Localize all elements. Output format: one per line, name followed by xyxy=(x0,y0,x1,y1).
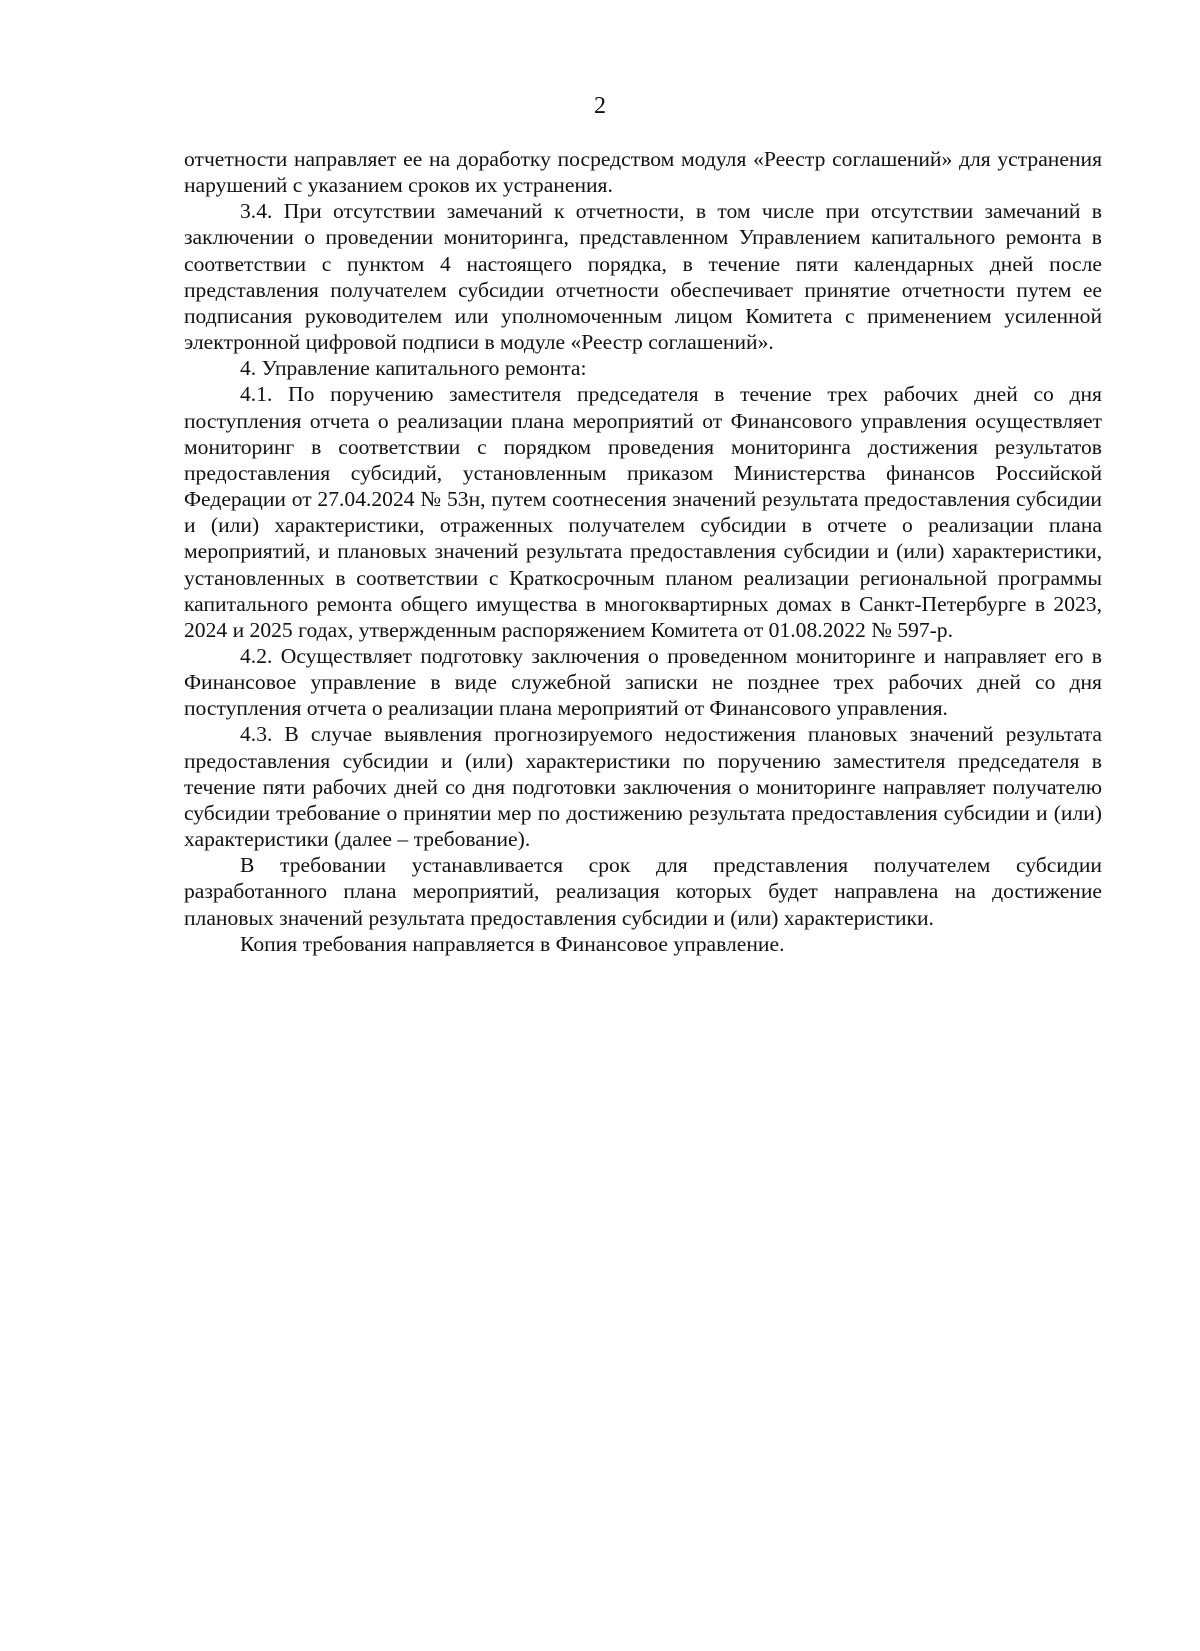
page-number: 2 xyxy=(594,93,606,119)
document-body xyxy=(184,146,1102,957)
paragraph-4-1: 4.1. По поручению заместителя председателя в течение трех рабочих дней со дня поступления отчета о реализации плана мероприятий от Финансового управления осуществляет мониторинг в соответствии с порядком проведения мониторинга достижения результатов предоставления субсидий, установленным приказом Министерства финансов Российской Федерации от 27.04.2024 № 53н, путем соотнесения значений результата предоставления субсидии и (или) характеристики, отраженных получателем субсидии в отчете о реализации плана мероприятий, и плановых значений результата предоставления субсидии и (или) характеристики, установленных в соответствии с Краткосрочным планом реализации региональной программы капитального ремонта общего имущества в многоквартирных домах в Санкт-Петербурге в 2023, 2024 и 2025 годах, утвержденным распоряжением Комитета от 01.08.2022 № 597-р. xyxy=(184,382,1102,642)
paragraph-continuation: отчетности направляет ее на доработку посредством модуля «Реестр соглашений» для устранения нарушений с указанием сроков их устранения. xyxy=(184,147,1102,198)
paragraph-requirement-copy: Копия требования направляется в Финансовое управление. xyxy=(240,931,785,956)
paragraph-4-3: 4.3. В случае выявления прогнозируемого недостижения плановых значений результата предоставления субсидии и (или) характеристики по поручению заместителя председателя в течение пяти рабочих дней со дня подготовки заключения о мониторинге направляет получателю субсидии требование о принятии мер по достижению результата предоставления субсидии и (или) характеристики (далее – требование). xyxy=(184,722,1102,852)
paragraph-3-4: 3.4. При отсутствии замечаний к отчетности, в том числе при отсутствии замечаний в заключении о проведении мониторинга, представленном Управлением капитального ремонта в соответствии с пунктом 4 настоящего порядка, в течение пяти календарных дней после представления получателем субсидии отчетности обеспечивает принятие отчетности путем ее подписания руководителем или уполномоченным лицом Комитета с применением усиленной электронной цифровой подписи в модуле «Реестр соглашений». xyxy=(184,199,1102,355)
paragraph-4-2: 4.2. Осуществляет подготовку заключения о проведенном мониторинге и направляет его в Финансовое управление в виде служебной записки не позднее трех рабочих дней со дня поступления отчета о реализации плана мероприятий от Финансового управления. xyxy=(184,643,1102,721)
paragraph-4-heading: 4. Управление капитального ремонта: xyxy=(240,356,587,381)
paragraph-requirement-term: В требовании устанавливается срок для представления получателем субсидии разработанного плана мероприятий, реализация которых будет направлена на достижение плановых значений результата предоставления субсидии и (или) характеристики. xyxy=(184,853,1102,930)
